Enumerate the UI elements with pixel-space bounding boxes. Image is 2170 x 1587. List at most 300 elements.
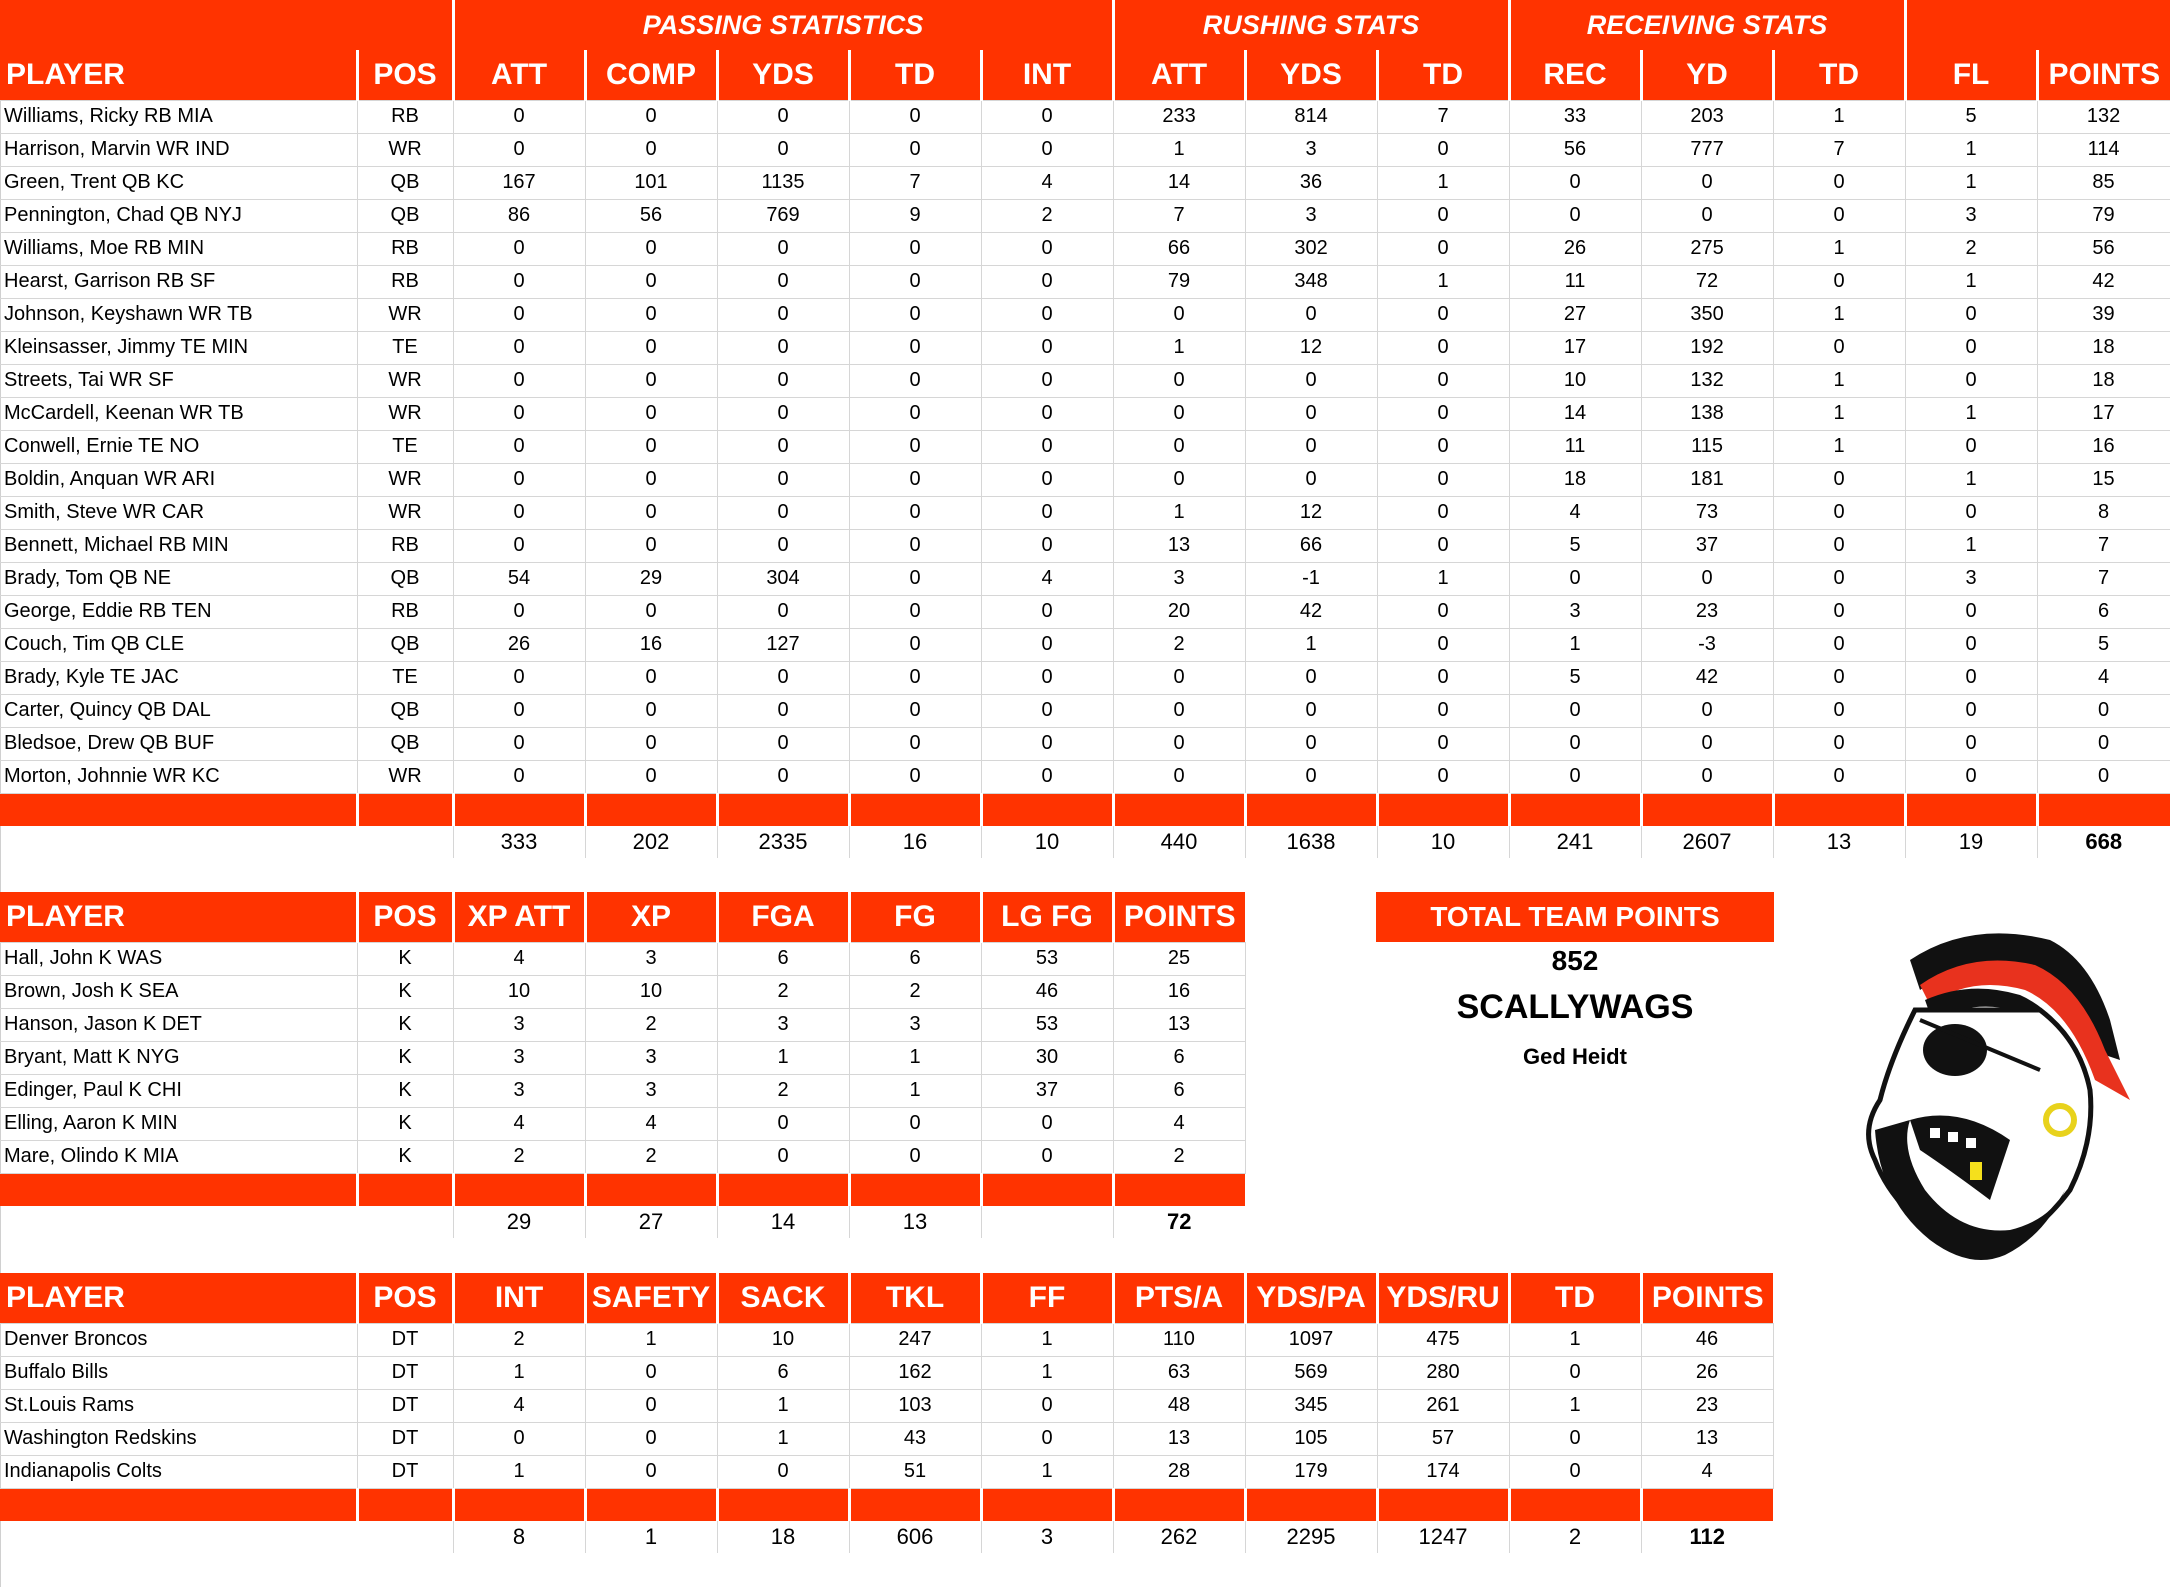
total-cell-int: 8 [453,1521,585,1553]
stat-cell-fg: 6 [849,942,981,975]
table-row [0,1422,1773,1455]
stat-cell-td: 0 [1773,595,1905,628]
stat-cell-points: 4 [1113,1107,1245,1140]
table-row [0,397,2170,430]
stat-cell-yds-ru: 261 [1377,1389,1509,1422]
separator-cell [585,1488,717,1521]
stat-cell-td: 1 [1773,232,1905,265]
stat-cell-int: 1 [453,1356,585,1389]
stat-cell-safety: 0 [585,1455,717,1488]
stat-cell-att: 0 [1113,364,1245,397]
stat-cell-comp: 0 [585,364,717,397]
stat-cell-points: 0 [2037,760,2170,793]
stat-cell-pos: RB [357,100,453,133]
stat-cell-td: 0 [849,496,981,529]
stat-cell-pts-a: 13 [1113,1422,1245,1455]
separator-cell [1773,793,1905,826]
stat-cell-pts-a: 63 [1113,1356,1245,1389]
stat-cell-points: 7 [2037,529,2170,562]
stat-cell-pos: K [357,1041,453,1074]
stat-cell-yds: 0 [717,661,849,694]
stat-cell-int: 0 [981,529,1113,562]
stat-cell-fl: 1 [1905,529,2037,562]
stat-cell-points: 0 [2037,694,2170,727]
separator-bar [0,1488,1773,1521]
stat-cell-yds: 302 [1245,232,1377,265]
stat-cell-int: 0 [981,628,1113,661]
stat-cell-yds: 0 [717,760,849,793]
stat-cell-att: 0 [1113,430,1245,463]
group-header-totals [1905,0,2170,50]
stat-cell-td: 1 [1377,562,1509,595]
total-cell-points: 112 [1641,1521,1773,1553]
stat-cell-yd: 0 [1641,760,1773,793]
separator-cell [1509,1488,1641,1521]
table-row [0,133,2170,166]
stat-cell-ff: 1 [981,1455,1113,1488]
stat-cell-pos: DT [357,1455,453,1488]
total-cell-yds: 2335 [717,826,849,858]
stat-cell-att: 7 [1113,199,1245,232]
total-team-points-value: 852 [1551,945,1599,976]
stat-cell-td: 0 [849,463,981,496]
stat-cell-td: 1 [1377,166,1509,199]
totals-row [0,1521,1773,1553]
separator-cell [1245,1488,1377,1521]
stat-cell-yds-pa: 345 [1245,1389,1377,1422]
stat-cell-rec: 0 [1509,562,1641,595]
stat-cell-pos: DT [357,1356,453,1389]
stat-cell-fl: 1 [1905,133,2037,166]
stat-cell-yds: 304 [717,562,849,595]
stat-cell-fl: 0 [1905,331,2037,364]
stat-cell-yd: 42 [1641,661,1773,694]
stat-cell-yds: 0 [717,298,849,331]
stat-cell-yds: 0 [717,331,849,364]
separator-cell [453,1488,585,1521]
group-header-player [0,0,453,50]
stat-cell-xp-att: 2 [453,1140,585,1173]
column-header-pos: POS [357,892,453,942]
stat-cell-int: 0 [453,1422,585,1455]
stat-cell-comp: 0 [585,496,717,529]
player-name-cell: McCardell, Keenan WR TB [0,397,357,430]
stat-cell-pos: K [357,1107,453,1140]
stat-cell-yds: 0 [1245,463,1377,496]
stat-cell-rec: 17 [1509,331,1641,364]
stat-cell-comp: 29 [585,562,717,595]
stat-cell-pos: K [357,942,453,975]
separator-cell [1905,793,2037,826]
player-name-cell: Hearst, Garrison RB SF [0,265,357,298]
stat-cell-att: 0 [453,463,585,496]
table-row [0,496,2170,529]
stat-cell-comp: 56 [585,199,717,232]
column-header-att: ATT [453,50,585,100]
stat-cell-pos: WR [357,364,453,397]
stat-cell-fga: 3 [717,1008,849,1041]
player-name-cell: Mare, Olindo K MIA [0,1140,357,1173]
column-header-yds: YDS [1245,50,1377,100]
stat-cell-td: 0 [849,760,981,793]
column-header-att: ATT [1113,50,1245,100]
player-name-cell: Williams, Ricky RB MIA [0,100,357,133]
stat-cell-td: 0 [1773,199,1905,232]
separator-cell [357,1173,453,1206]
pirate-mascot-icon [1820,900,2150,1280]
stat-cell-td: 0 [849,529,981,562]
column-header-xp-att: XP ATT [453,892,585,942]
stat-cell-att: 0 [453,232,585,265]
stat-cell-yds: 348 [1245,265,1377,298]
stat-cell-rec: 18 [1509,463,1641,496]
total-cell-tkl: 606 [849,1521,981,1553]
stat-cell-ff: 0 [981,1422,1113,1455]
stat-cell-xp: 3 [585,1041,717,1074]
totals-blank-cell [0,826,357,858]
stat-cell-pos: TE [357,661,453,694]
table-row [0,1140,1245,1173]
stat-cell-int: 0 [981,100,1113,133]
stat-cell-td: 0 [1773,628,1905,661]
stat-cell-fg: 3 [849,1008,981,1041]
total-cell-yds: 1638 [1245,826,1377,858]
stat-cell-xp: 3 [585,942,717,975]
stat-cell-int: 0 [981,331,1113,364]
separator-cell [585,793,717,826]
stat-cell-pos: K [357,975,453,1008]
stat-cell-td: 0 [849,331,981,364]
separator-cell [717,793,849,826]
stat-cell-yd: 132 [1641,364,1773,397]
stat-cell-rec: 1 [1509,628,1641,661]
stat-cell-comp: 0 [585,727,717,760]
total-cell-att: 440 [1113,826,1245,858]
stat-cell-att: 0 [453,760,585,793]
table-row [0,265,2170,298]
player-name-cell: Pennington, Chad QB NYJ [0,199,357,232]
table-row [0,199,2170,232]
separator-cell [453,793,585,826]
table-row [0,760,2170,793]
column-header-fga: FGA [717,892,849,942]
stat-cell-yds: 0 [717,430,849,463]
stat-cell-points: 16 [1113,975,1245,1008]
stat-cell-fga: 0 [717,1140,849,1173]
stat-cell-td: 0 [1377,331,1509,364]
stat-cell-td: 0 [1773,760,1905,793]
totals-blank-cell [357,1206,453,1238]
stat-cell-pos: RB [357,232,453,265]
stat-cell-att: 0 [453,430,585,463]
total-cell-int: 10 [981,826,1113,858]
column-header-points: POINTS [1641,1273,1773,1323]
stat-cell-td: 0 [1773,727,1905,760]
column-header-yds-ru: YDS/RU [1377,1273,1509,1323]
table-row [0,166,2170,199]
stat-cell-int: 4 [453,1389,585,1422]
stat-cell-fl: 1 [1905,397,2037,430]
total-cell-td: 10 [1377,826,1509,858]
kickers-table [0,892,1246,1238]
player-name-cell: Elling, Aaron K MIN [0,1107,357,1140]
separator-cell [981,793,1113,826]
totals-blank-cell [0,1206,357,1238]
stat-cell-yd: 0 [1641,694,1773,727]
separator-cell [0,793,357,826]
player-name-cell: Kleinsasser, Jimmy TE MIN [0,331,357,364]
stat-cell-int: 0 [981,298,1113,331]
stat-cell-fl: 0 [1905,727,2037,760]
stat-cell-xp: 10 [585,975,717,1008]
stat-cell-yds-pa: 179 [1245,1455,1377,1488]
stat-cell-safety: 0 [585,1422,717,1455]
column-header-player: PLAYER [0,1273,357,1323]
stat-cell-att: 0 [1113,397,1245,430]
player-name-cell: Bledsoe, Drew QB BUF [0,727,357,760]
stat-cell-int: 2 [981,199,1113,232]
separator-cell [717,1173,849,1206]
stat-cell-points: 85 [2037,166,2170,199]
separator-cell [717,1488,849,1521]
stat-cell-points: 18 [2037,331,2170,364]
stat-cell-int: 0 [981,595,1113,628]
stat-cell-rec: 5 [1509,661,1641,694]
stat-cell-yd: 72 [1641,265,1773,298]
separator-cell [849,1173,981,1206]
table-row [0,1389,1773,1422]
stat-cell-yds: 42 [1245,595,1377,628]
separator-bar [0,793,2170,826]
player-name-cell: Green, Trent QB KC [0,166,357,199]
stat-cell-tkl: 247 [849,1323,981,1356]
stat-cell-fg: 2 [849,975,981,1008]
stat-cell-pos: K [357,1074,453,1107]
stat-cell-yds: 0 [1245,430,1377,463]
stat-cell-yds: 0 [717,595,849,628]
stat-cell-rec: 4 [1509,496,1641,529]
stat-cell-td: 0 [849,100,981,133]
table-row [0,628,2170,661]
table-row [0,562,2170,595]
stat-cell-pos: K [357,1140,453,1173]
stat-cell-yds: 0 [717,694,849,727]
total-cell-td: 16 [849,826,981,858]
stat-cell-xp-att: 4 [453,1107,585,1140]
table-row [0,529,2170,562]
stat-cell-yds: 0 [717,397,849,430]
stat-cell-pos: QB [357,727,453,760]
stat-cell-yds: 0 [1245,364,1377,397]
stat-cell-yds-pa: 105 [1245,1422,1377,1455]
stat-cell-lg-fg: 0 [981,1140,1113,1173]
stat-cell-points: 26 [1641,1356,1773,1389]
total-cell-td: 2 [1509,1521,1641,1553]
column-header-pts-a: PTS/A [1113,1273,1245,1323]
stat-cell-yd: 203 [1641,100,1773,133]
stat-cell-points: 17 [2037,397,2170,430]
stat-cell-pos: QB [357,628,453,661]
stat-cell-td: 1 [1773,364,1905,397]
stat-cell-yd: 73 [1641,496,1773,529]
column-header-row [0,50,2170,100]
stat-cell-xp-att: 4 [453,942,585,975]
stat-cell-td: 0 [849,298,981,331]
total-cell-fg: 13 [849,1206,981,1238]
stat-cell-att: 13 [1113,529,1245,562]
stat-cell-pos: RB [357,595,453,628]
stat-cell-fg: 0 [849,1107,981,1140]
total-cell-rec: 241 [1509,826,1641,858]
stat-cell-lg-fg: 30 [981,1041,1113,1074]
stat-cell-int: 0 [981,232,1113,265]
stat-cell-int: 0 [981,430,1113,463]
stat-cell-points: 2 [1113,1140,1245,1173]
stat-cell-att: 0 [453,661,585,694]
stat-cell-xp-att: 3 [453,1074,585,1107]
stat-cell-pos: RB [357,529,453,562]
stat-cell-points: 4 [2037,661,2170,694]
separator-cell [1641,1488,1773,1521]
group-header-receiving: RECEIVING STATS [1509,0,1905,50]
total-cell-td: 13 [1773,826,1905,858]
stat-cell-comp: 0 [585,100,717,133]
team-owner: Ged Heidt [1523,1044,1627,1069]
stat-cell-points: 46 [1641,1323,1773,1356]
stat-cell-rec: 5 [1509,529,1641,562]
stat-cell-yds: 0 [717,265,849,298]
separator-cell [0,1488,357,1521]
group-header-passing: PASSING STATISTICS [453,0,1113,50]
separator-cell [357,793,453,826]
stat-cell-yd: 275 [1641,232,1773,265]
player-name-cell: Morton, Johnnie WR KC [0,760,357,793]
column-header-points: POINTS [2037,50,2170,100]
stat-cell-points: 42 [2037,265,2170,298]
stat-cell-td: 0 [1377,463,1509,496]
total-cell-points: 72 [1113,1206,1245,1238]
stat-cell-fl: 0 [1905,760,2037,793]
group-header-row [0,0,2170,50]
player-name-cell: Brady, Tom QB NE [0,562,357,595]
stat-cell-pos: WR [357,133,453,166]
total-cell-fl: 19 [1905,826,2037,858]
stat-cell-yds: 1135 [717,166,849,199]
stat-cell-td: 0 [1509,1455,1641,1488]
stat-cell-points: 114 [2037,133,2170,166]
stat-cell-td: 0 [849,661,981,694]
stat-cell-td: 0 [1377,133,1509,166]
stat-cell-yds-pa: 569 [1245,1356,1377,1389]
stat-cell-yds-ru: 174 [1377,1455,1509,1488]
stat-cell-comp: 101 [585,166,717,199]
stat-cell-points: 13 [1113,1008,1245,1041]
stat-cell-comp: 0 [585,694,717,727]
stat-cell-att: 0 [453,727,585,760]
total-cell-sack: 18 [717,1521,849,1553]
stat-cell-att: 0 [1113,727,1245,760]
stat-cell-att: 0 [453,595,585,628]
stat-cell-att: 2 [1113,628,1245,661]
stat-cell-att: 1 [1113,496,1245,529]
stat-cell-yds: 0 [1245,760,1377,793]
stat-cell-att: 86 [453,199,585,232]
player-name-cell: George, Eddie RB TEN [0,595,357,628]
stat-cell-rec: 14 [1509,397,1641,430]
total-cell-xp: 27 [585,1206,717,1238]
total-cell-yds-ru: 1247 [1377,1521,1509,1553]
player-name-cell: Couch, Tim QB CLE [0,628,357,661]
total-cell-att: 333 [453,826,585,858]
total-cell-ff: 3 [981,1521,1113,1553]
team-name: SCALLYWAGS [1456,988,1694,1026]
stat-cell-td: 0 [1773,562,1905,595]
stat-cell-td: 0 [849,727,981,760]
stat-cell-att: 0 [1113,694,1245,727]
stat-cell-int: 4 [981,562,1113,595]
stat-cell-pos: QB [357,166,453,199]
stat-cell-td: 0 [1377,694,1509,727]
stat-cell-att: 54 [453,562,585,595]
stat-cell-td: 7 [1773,133,1905,166]
table-row [0,1455,1773,1488]
stat-cell-fga: 1 [717,1041,849,1074]
column-header-fg: FG [849,892,981,942]
separator-cell [981,1488,1113,1521]
stat-cell-td: 0 [1509,1422,1641,1455]
stat-cell-yds: 0 [1245,397,1377,430]
total-cell-fga: 14 [717,1206,849,1238]
separator-cell [981,1173,1113,1206]
table-row [0,1008,1245,1041]
stat-cell-att: 0 [1113,298,1245,331]
stat-cell-yd: 23 [1641,595,1773,628]
total-cell-yds-pa: 2295 [1245,1521,1377,1553]
stat-cell-yd: 115 [1641,430,1773,463]
column-header-comp: COMP [585,50,717,100]
stat-cell-pos: DT [357,1389,453,1422]
stat-cell-xp: 3 [585,1074,717,1107]
separator-cell [849,1488,981,1521]
stat-cell-pos: QB [357,199,453,232]
stat-cell-comp: 0 [585,529,717,562]
stat-cell-rec: 0 [1509,760,1641,793]
stat-cell-int: 0 [981,364,1113,397]
stat-cell-yds-pa: 1097 [1245,1323,1377,1356]
stat-cell-yds: 769 [717,199,849,232]
stat-cell-fl: 0 [1905,364,2037,397]
stat-cell-tkl: 51 [849,1455,981,1488]
column-header-ff: FF [981,1273,1113,1323]
stat-cell-fga: 2 [717,1074,849,1107]
stat-cell-td: 0 [1509,1356,1641,1389]
separator-cell [357,1488,453,1521]
stat-cell-td: 0 [849,232,981,265]
stat-cell-td: 0 [1377,298,1509,331]
stat-cell-tkl: 43 [849,1422,981,1455]
stat-cell-rec: 33 [1509,100,1641,133]
separator-cell [1113,1173,1245,1206]
separator-cell [1113,793,1245,826]
totals-row [0,1206,1245,1238]
stat-cell-points: 56 [2037,232,2170,265]
stat-cell-rec: 0 [1509,727,1641,760]
stat-cell-rec: 27 [1509,298,1641,331]
stat-cell-pos: TE [357,331,453,364]
table-row [0,232,2170,265]
stat-cell-td: 0 [849,694,981,727]
stat-cell-rec: 56 [1509,133,1641,166]
